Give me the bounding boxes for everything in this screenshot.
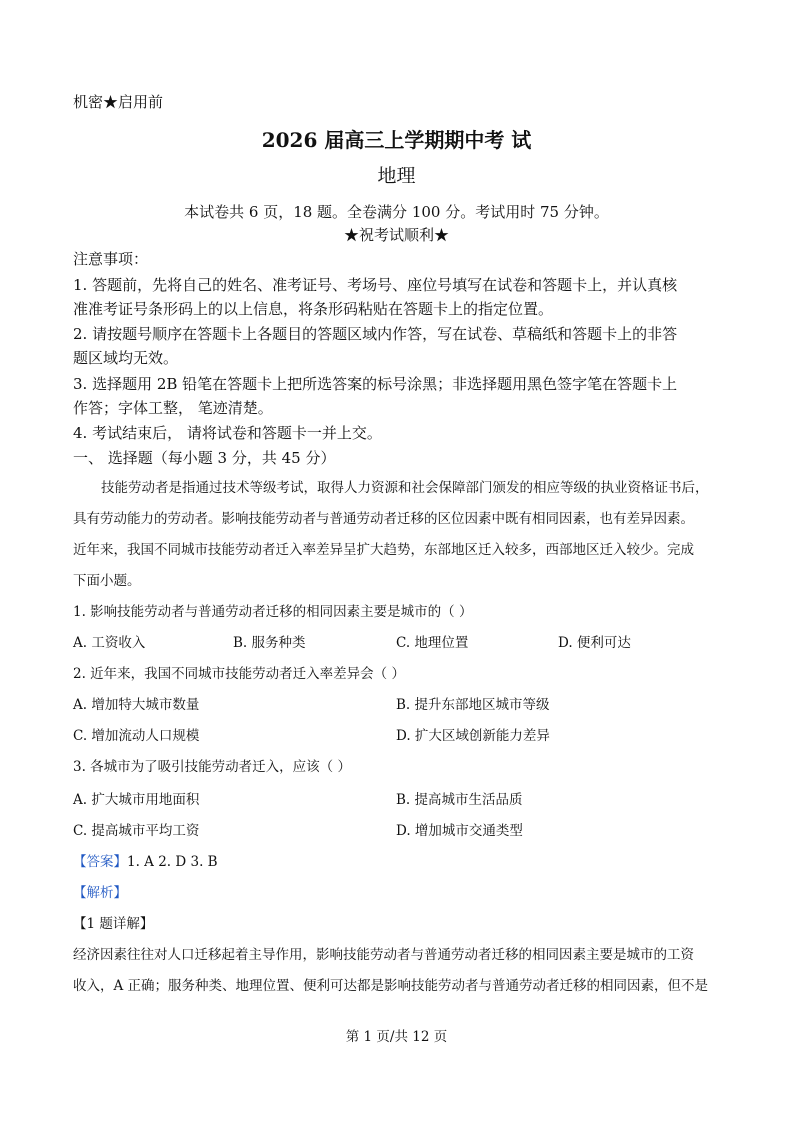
analysis-tag: 【解析】: [73, 885, 127, 901]
option-b: B. 提升东部地区城市等级: [396, 697, 550, 713]
option-a: A. 增加特大城市数量: [73, 697, 200, 713]
answer-values: 1. A 2. D 3. B: [127, 854, 218, 870]
subject-title: 地理: [377, 165, 416, 187]
option-a: A. 扩大城市用地面积: [73, 792, 200, 808]
option-c: C. 增加流动人口规模: [73, 728, 200, 744]
confidential-label: 机密★启用前: [73, 93, 164, 111]
passage-line: 近年来，我国不同城市技能劳动者迁入率差异呈扩大趋势，东部地区迁入较多，西部地区迁入较少。完成: [73, 542, 694, 558]
option-a: A. 工资收入: [73, 635, 146, 651]
section-title: 一、 选择题（每小题 3 分，共 45 分）: [73, 449, 336, 467]
option-d: D. 便利可达: [558, 635, 631, 651]
answer-line: [73, 850, 218, 870]
question-stem: 1. 影响技能劳动者与普通劳动者迁移的相同因素主要是城市的（ ）: [73, 604, 473, 620]
passage-line: 下面小题。: [73, 573, 141, 589]
option-b: B. 服务种类: [233, 635, 306, 651]
page-number: 第 1 页/共 12 页: [345, 1029, 448, 1045]
notice-line: 3. 选择题用 2B 铅笔在答题卡上把所选答案的标号涂黑；非选择题用黑色签字笔在答题卡上: [73, 375, 678, 393]
answer-tag: 【答案】: [73, 854, 127, 870]
analysis-subtag: 【1 题详解】: [73, 916, 154, 932]
option-d: D. 扩大区域创新能力差异: [396, 728, 550, 744]
notice-line: 准准考证号条形码上的以上信息，将条形码粘贴在答题卡上的指定位置。: [73, 300, 554, 318]
passage-line: 具有劳动能力的劳动者。影响技能劳动者与普通劳动者迁移的区位因素中既有相同因素，也有差异因素。: [73, 511, 694, 527]
option-c: C. 提高城市平均工资: [73, 823, 200, 839]
passage-line: 技能劳动者是指通过技术等级考试，取得人力资源和社会保障部门颁发的相应等级的执业资格证书后，: [101, 480, 709, 496]
notice-line: 2. 请按题号顺序在答题卡上各题目的答题区域内作答，写在试卷、草稿纸和答题卡上的非答: [73, 325, 678, 343]
notice-heading: 注意事项：: [73, 250, 149, 268]
wish-line: ★祝考试顺利★: [343, 226, 449, 244]
exam-title: 2026 届高三上学期期中考 试: [261, 128, 532, 152]
analysis-line: 收入，A 正确；服务种类、地理位置、便利可达都是影响技能劳动者与普通劳动者迁移的相同因素，但不是: [73, 978, 709, 994]
notice-line: 1. 答题前，先将自己的姓名、准考证号、考场号、座位号填写在试卷和答题卡上，并认真核: [73, 276, 678, 294]
notice-line: 题区域均无效。: [73, 349, 179, 367]
exam-info: 本试卷共 6 页，18 题。全卷满分 100 分。考试用时 75 分钟。: [184, 203, 609, 221]
option-d: D. 增加城市交通类型: [396, 823, 523, 839]
notice-line: 作答；字体工整， 笔迹清楚。: [73, 399, 273, 417]
question-stem: 2. 近年来，我国不同城市技能劳动者迁入率差异会（ ）: [73, 666, 405, 682]
notice-line: 4. 考试结束后， 请将试卷和答题卡一并上交。: [73, 424, 382, 442]
analysis-line: 经济因素往往对人口迁移起着主导作用，影响技能劳动者与普通劳动者迁移的相同因素主要是城市的工资: [73, 947, 694, 963]
option-b: B. 提高城市生活品质: [396, 792, 523, 808]
option-c: C. 地理位置: [396, 635, 469, 651]
question-stem: 3. 各城市为了吸引技能劳动者迁入，应该（ ）: [73, 759, 351, 775]
